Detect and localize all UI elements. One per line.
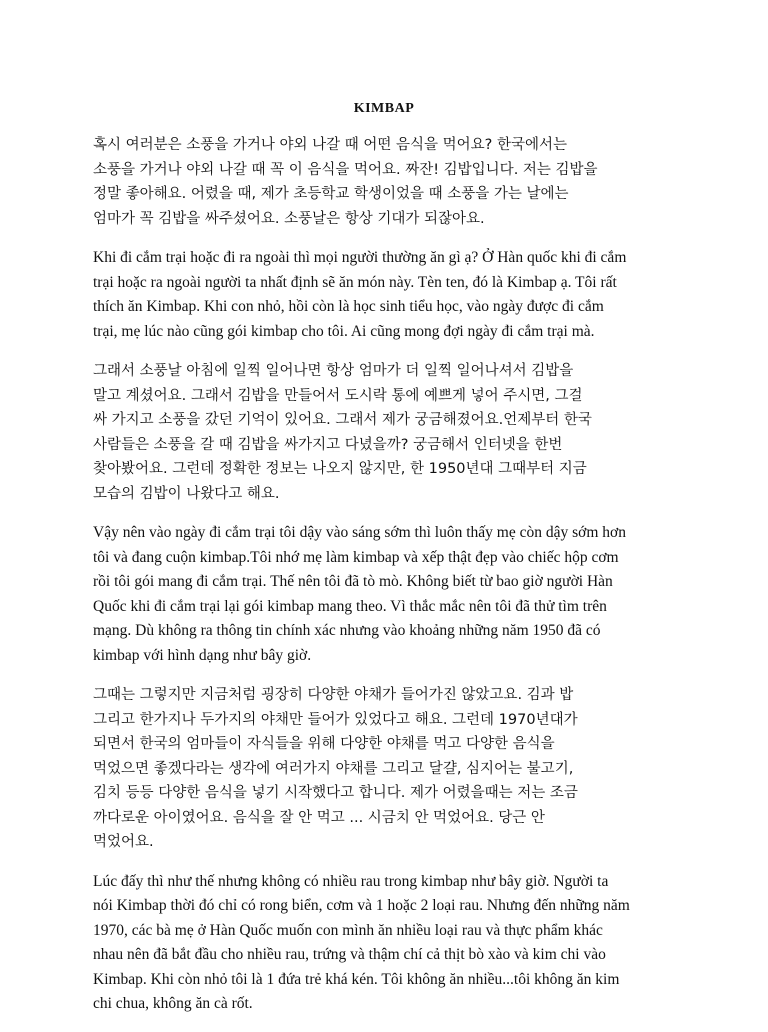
paragraph-vietnamese-2: [93, 521, 675, 668]
text-line: tôi và đang cuộn kimbap.Tôi nhớ mẹ làm kimbap và xếp thật đẹp vào chiếc hộp cơm: [93, 548, 619, 566]
text-line: 혹시 여러분은 소풍을 가거나 야외 나갈 때 어떤 음식을 먹어요? 한국에서는: [93, 137, 567, 153]
text-line: 되면서 한국의 엄마들이 자식들을 위해 다양한 야채를 먹고 다양한 음식을: [93, 736, 555, 752]
text-line: 그리고 한가지나 두가지의 야채만 들어가 있었다고 해요. 그런데 1970년대가: [93, 711, 578, 728]
document-body: [93, 133, 675, 1032]
text-line: chi chua, không ăn cà rốt.: [93, 995, 253, 1012]
text-line: Vậy nên vào ngày đi cắm trại tôi dậy vào sáng sớm thì luôn thấy mẹ còn dậy sớm hơn: [93, 524, 626, 541]
text-line: 1970, các bà mẹ ở Hàn Quốc muốn con mình ăn nhiều loại rau và thực phẩm khác: [93, 921, 603, 939]
text-line: thích ăn Kimbap. Khi con nhỏ, hồi còn là học sinh tiểu học, vào ngày được đi cắm: [93, 298, 604, 315]
text-line: kimbap với hình dạng như bây giờ.: [93, 646, 312, 664]
text-line: 사람들은 소풍을 갈 때 김밥을 싸가지고 다녔을까? 궁금해서 인터넷을 한번: [93, 436, 563, 453]
text-line: trại, mẹ lúc nào cũng gói kimbap cho tôi. Ai cũng mong đợi ngày đi cắm trại mà.: [93, 322, 595, 340]
text-line: 까다로운 아이였어요. 음식을 잘 안 먹고 ... 시금치 안 먹었어요. 당근 안: [93, 809, 545, 826]
text-line: Khi đi cắm trại hoặc đi ra ngoài thì mọi người thường ăn gì ạ? Ở Hàn quốc khi đi cắm: [93, 249, 627, 266]
paragraph-vietnamese-1: [93, 246, 675, 344]
text-line: Quốc khi đi cắm trại lại gói kimbap mang theo. Vì thắc mắc nên tôi đã thử tìm trên: [93, 597, 607, 615]
text-line: mạng. Dù không ra thông tin chính xác nhưng vào khoảng những năm 1950 đã có: [93, 622, 601, 639]
text-line: 소풍을 가거나 야외 나갈 때 꼭 이 음식을 먹어요. 짜잔! 김밥입니다. 저는 김밥을: [93, 161, 598, 178]
paragraph-korean-3: [93, 683, 675, 855]
text-line: 엄마가 꼭 김밥을 싸주셨어요. 소풍날은 항상 기대가 되잖아요.: [93, 210, 485, 227]
text-line: Kimbap. Khi còn nhỏ tôi là 1 đứa trẻ khá kén. Tôi không ăn nhiều...tôi không ăn kim: [93, 970, 620, 988]
text-line: 먹었어요.: [93, 834, 154, 850]
text-line: 모습의 김밥이 나왔다고 해요.: [93, 485, 280, 502]
text-line: 그래서 소풍날 아침에 일찍 일어나면 항상 엄마가 더 일찍 일어나셔서 김밥을: [93, 363, 574, 379]
paragraph-korean-1: [93, 133, 675, 231]
text-line: 말고 계셨어요. 그래서 김밥을 만들어서 도시락 통에 예쁘게 넣어 주시면, 그걸: [93, 387, 583, 404]
text-line: 찾아봤어요. 그런데 정확한 정보는 나오지 않지만, 한 1950년대 그때부터 지금: [93, 461, 587, 477]
text-line: 먹었으면 좋겠다라는 생각에 여러가지 야채를 그리고 달걀, 심지어는 불고기,: [93, 760, 574, 777]
text-line: rồi tôi gói mang đi cắm trại. Thế nên tôi đã tò mò. Không biết từ bao giờ người Hàn: [93, 573, 613, 590]
paragraph-korean-2: [93, 359, 675, 506]
text-line: nói Kimbap thời đó chỉ có rong biển, cơm và 1 hoặc 2 loại rau. Nhưng đến những năm: [93, 897, 630, 914]
text-line: 정말 좋아해요. 어렸을 때, 제가 초등학교 학생이었을 때 소풍을 가는 날에는: [93, 186, 569, 202]
text-line: nhau nên đã bắt đầu cho nhiều rau, trứng và thậm chí cả thịt bò xào và kim chi vào: [93, 946, 606, 963]
text-line: 싸 가지고 소풍을 갔던 기억이 있어요. 그래서 제가 궁금해졌어요.언제부터 한국: [93, 412, 592, 428]
document-title: KIMBAP: [353, 101, 415, 116]
paragraph-vietnamese-3: [93, 870, 675, 1017]
text-line: Lúc đấy thì như thế nhưng không có nhiều rau trong kimbap như bây giờ. Người ta: [93, 872, 609, 890]
text-line: 그때는 그렇지만 지금처럼 굉장히 다양한 야채가 들어가진 않았고요. 김과 밥: [93, 687, 574, 703]
text-line: trại hoặc ra ngoài người ta nhất định sẽ ăn món này. Tèn ten, đó là Kimbap ạ. Tôi rất: [93, 273, 617, 291]
text-line: 김치 등등 다양한 음식을 넣기 시작했다고 합니다. 제가 어렸을때는 저는 조금: [93, 785, 578, 801]
